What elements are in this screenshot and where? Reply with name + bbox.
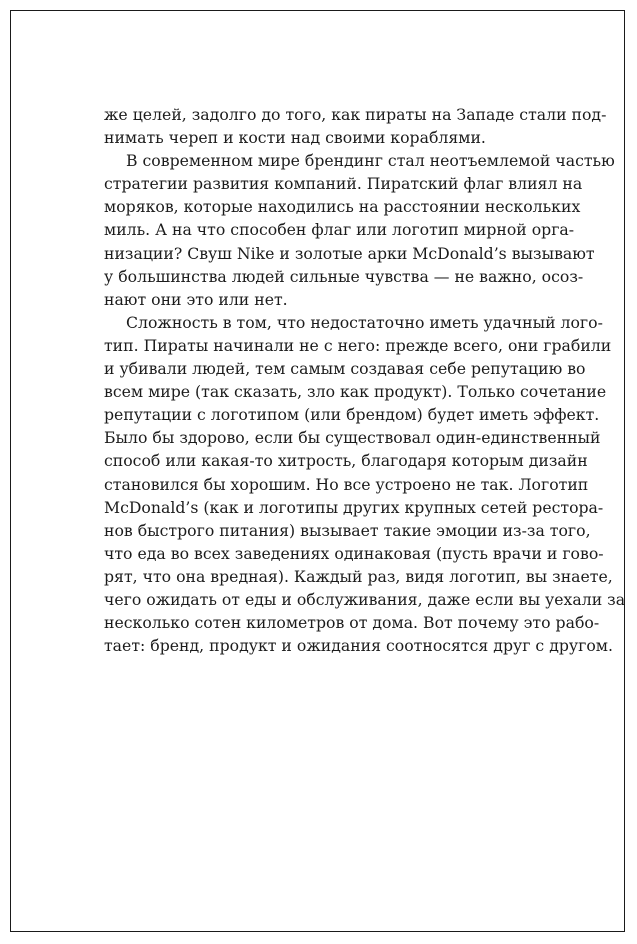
text-line: McDonald’s (как и логотипы других крупных сетей рестора- xyxy=(104,497,604,517)
paragraph-3 xyxy=(104,311,626,657)
text-line: репутации с логотипом (или брендом) будет иметь эффект. xyxy=(104,405,600,425)
text-line: способ или какая-то хитрость, благодаря которым дизайн xyxy=(104,451,588,471)
text-line: у большинства людей сильные чувства — не важно, осоз- xyxy=(104,266,584,286)
text-line: низации? Свуш Nike и золотые арки McDonald’s вызывают xyxy=(104,243,595,263)
text-line: рят, что она вредная). Каждый раз, видя логотип, вы знаете, xyxy=(104,566,613,586)
text-line: всем мире (так сказать, зло как продукт). Только сочетание xyxy=(104,382,607,402)
text-line: несколько сотен километров от дома. Вот почему это рабо- xyxy=(104,613,600,633)
text-line: тип. Пираты начинали не с него: прежде всего, они грабили xyxy=(104,335,612,355)
text-line: В современном мире брендинг стал неотъемлемой частью xyxy=(126,151,615,171)
text-line: стратегии развития компаний. Пиратский флаг влиял на xyxy=(104,174,583,194)
paragraph-1 xyxy=(104,103,607,149)
text-line: становился бы хорошим. Но все устроено не так. Логотип xyxy=(104,474,589,494)
paragraph-2 xyxy=(104,149,615,311)
text-line: тает: бренд, продукт и ожидания соотносятся друг с другом. xyxy=(104,636,613,656)
text-line: нают они это или нет. xyxy=(104,289,288,309)
text-line: Сложность в том, что недостаточно иметь удачный лого- xyxy=(126,312,603,332)
text-line: Было бы здорово, если бы существовал один-единственный xyxy=(104,428,601,448)
text-line: что еда во всех заведениях одинаковая (пусть врачи и гово- xyxy=(104,543,604,563)
text-line: миль. А на что способен флаг или логотип мирной орга- xyxy=(104,220,575,240)
text-line: моряков, которые находились на расстоянии нескольких xyxy=(104,197,581,217)
body-text xyxy=(104,103,626,657)
text-line: и убивали людей, тем самым создавая себе репутацию во xyxy=(104,359,586,379)
text-line: нимать череп и кости над своими кораблями. xyxy=(104,128,486,148)
text-line: нов быстрого питания) вызывает такие эмоции из-за того, xyxy=(104,520,591,540)
text-line: же целей, задолго до того, как пираты на Западе стали под- xyxy=(104,105,607,124)
text-line: чего ожидать от еды и обслуживания, даже если вы уехали за xyxy=(104,589,626,609)
